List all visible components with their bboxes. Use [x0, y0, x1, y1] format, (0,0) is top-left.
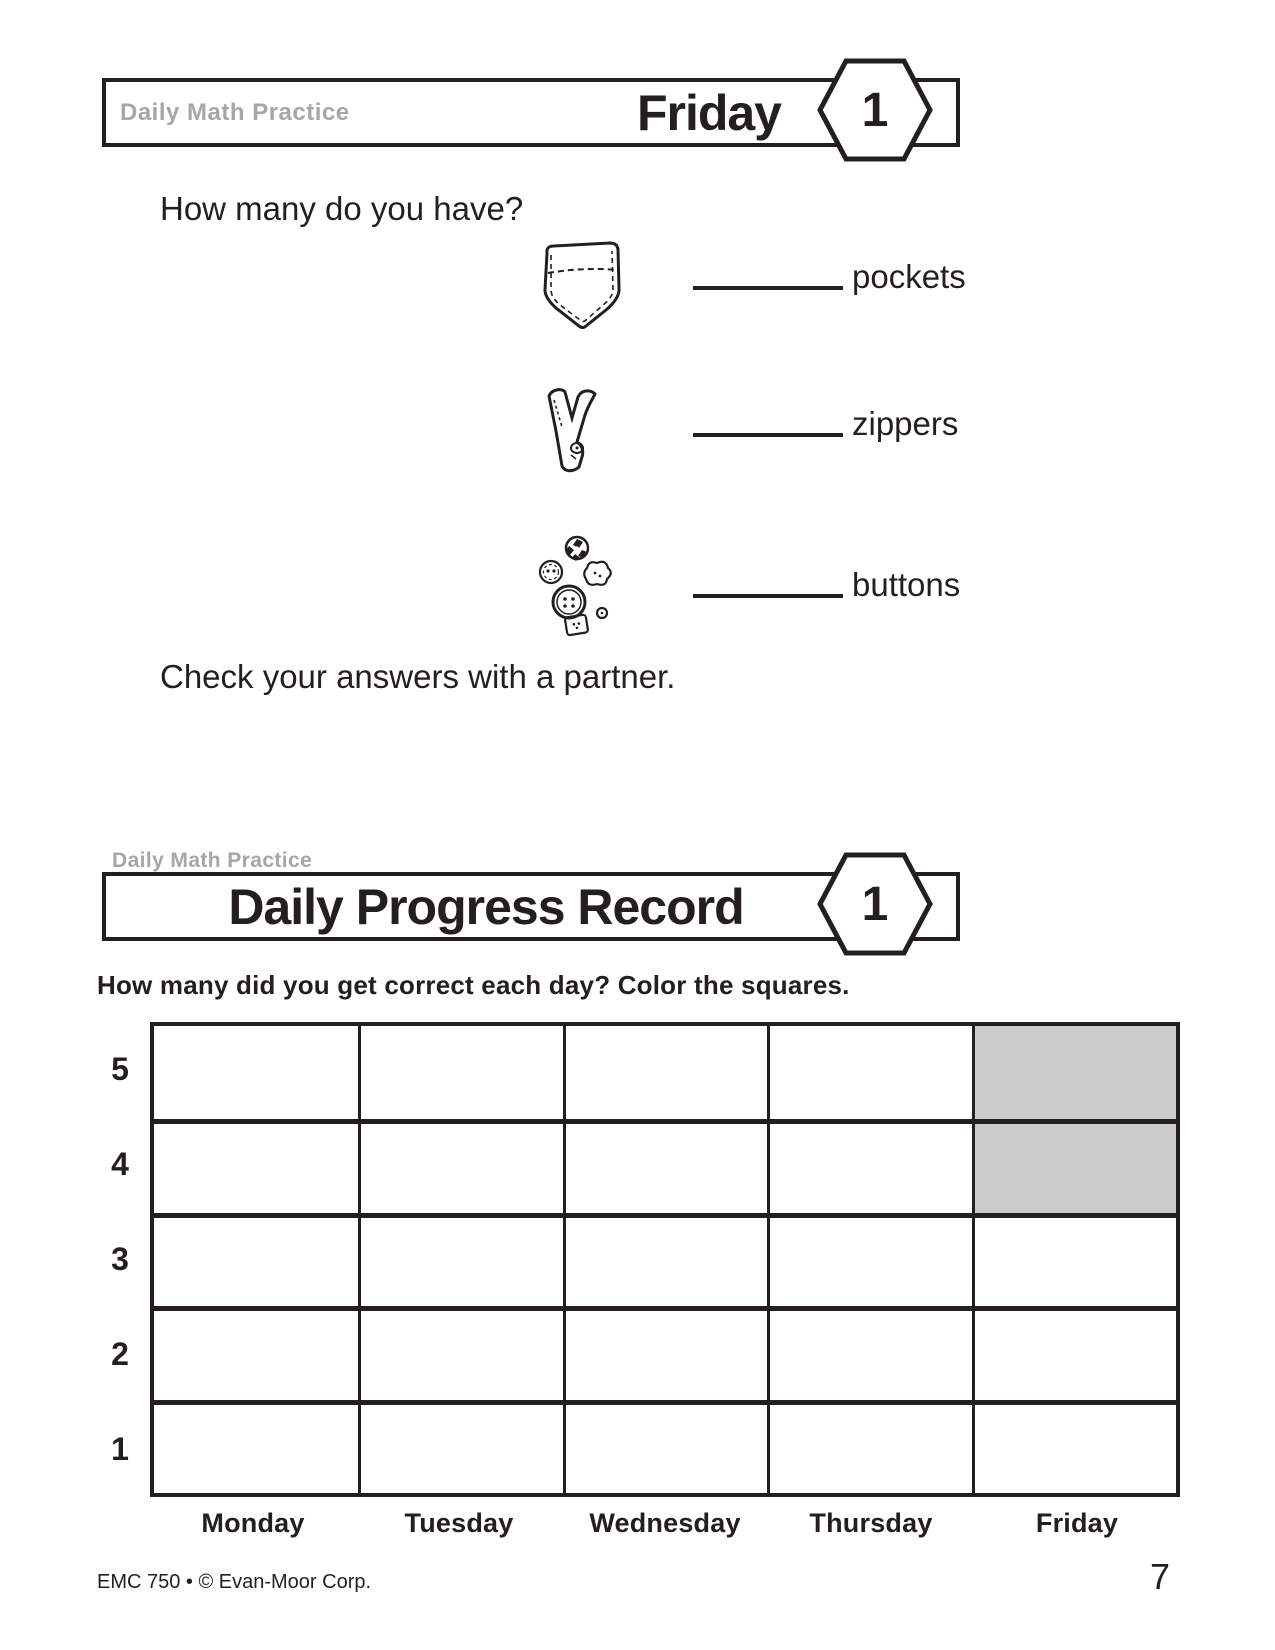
grid-cell-friday-3 — [972, 1213, 1176, 1306]
answer-blank-buttons — [693, 594, 843, 598]
grid-cell-tuesday-4 — [358, 1119, 562, 1212]
page-number: 7 — [1150, 1556, 1171, 1597]
day-label-tuesday: Tuesday — [404, 1508, 514, 1538]
day-label-wednesday: Wednesday — [589, 1508, 741, 1538]
grid-cell-thursday-4 — [767, 1119, 971, 1212]
grid-cell-wednesday-4 — [563, 1119, 767, 1212]
grid-cell-monday-1 — [154, 1400, 358, 1493]
grid-cell-monday-4 — [154, 1119, 358, 1212]
grid-cell-wednesday-1 — [563, 1400, 767, 1493]
grid-cell-thursday-2 — [767, 1306, 971, 1399]
grid-cell-wednesday-5 — [563, 1026, 767, 1119]
badge-number: 1 — [861, 877, 889, 931]
lesson-number-badge — [816, 57, 934, 163]
grid-cell-thursday-5 — [767, 1026, 971, 1119]
grid-row-labels — [98, 1022, 142, 1497]
answer-blank-zippers — [693, 433, 843, 437]
day-label-friday: Friday — [1035, 1508, 1119, 1538]
grid-cell-thursday-3 — [767, 1213, 971, 1306]
grid-prompt: How many did you get correct each day? Color the squares. — [97, 970, 850, 1000]
row-label-3: 3 — [111, 1241, 129, 1277]
header2-title: Daily Progress Record — [228, 878, 744, 935]
zipper-icon — [541, 385, 603, 482]
day-label-monday: Monday — [201, 1508, 305, 1538]
grid-cell-tuesday-3 — [358, 1213, 562, 1306]
row-label-2: 2 — [111, 1336, 129, 1372]
grid-cell-monday-2 — [154, 1306, 358, 1399]
row-label-5: 5 — [111, 1051, 129, 1087]
grid-cell-friday-2 — [972, 1306, 1176, 1399]
grid-cell-monday-5 — [154, 1026, 358, 1119]
grid-cell-friday-5 — [972, 1026, 1176, 1119]
item-label-zippers: zippers — [852, 405, 959, 442]
buttons-icon — [534, 526, 619, 646]
answer-blank-pockets — [693, 286, 843, 290]
grid-day-labels — [150, 1508, 1180, 1539]
header2-brand: Daily Math Practice — [112, 849, 313, 872]
activity-question: How many do you have? — [160, 190, 524, 227]
badge-number: 1 — [861, 83, 889, 137]
row-label-4: 4 — [111, 1146, 129, 1182]
grid-cell-wednesday-2 — [563, 1306, 767, 1399]
grid-cell-tuesday-2 — [358, 1306, 562, 1399]
partner-note: Check your answers with a partner. — [160, 658, 676, 695]
grid-cell-thursday-1 — [767, 1400, 971, 1493]
grid-cell-monday-3 — [154, 1213, 358, 1306]
item-label-buttons: buttons — [852, 566, 961, 603]
footer-credit: EMC 750 • © Evan-Moor Corp. — [97, 1571, 372, 1593]
grid-cell-wednesday-3 — [563, 1213, 767, 1306]
item-label-pockets: pockets — [852, 258, 966, 295]
pocket-icon — [538, 240, 626, 339]
row-label-1: 1 — [111, 1431, 129, 1467]
record-number-badge — [816, 851, 934, 957]
grid-cell-friday-4 — [972, 1119, 1176, 1212]
header1-title: Friday — [636, 84, 781, 141]
header1-brand: Daily Math Practice — [120, 98, 350, 126]
day-label-thursday: Thursday — [809, 1508, 933, 1538]
progress-grid — [150, 1022, 1180, 1497]
grid-cell-friday-1 — [972, 1400, 1176, 1493]
grid-cell-tuesday-5 — [358, 1026, 562, 1119]
grid-cell-tuesday-1 — [358, 1400, 562, 1493]
